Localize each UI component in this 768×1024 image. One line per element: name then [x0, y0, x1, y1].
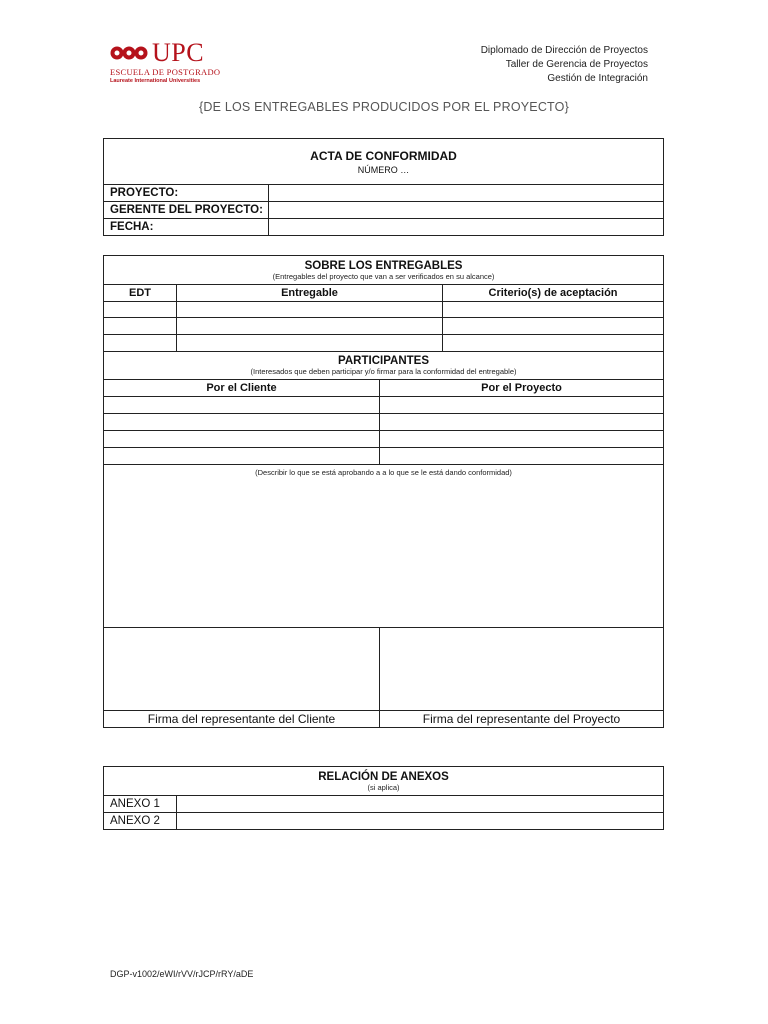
field-label-fecha: FECHA:: [104, 219, 269, 236]
cell-entregable[interactable]: [177, 318, 443, 335]
upc-logo: [110, 40, 220, 86]
firma-cliente-label: Firma del representante del Cliente: [104, 711, 380, 728]
column-header-edt: EDT: [104, 285, 177, 302]
logo-text: UPC: [152, 38, 205, 67]
anexos-table: [103, 766, 664, 830]
entregables-table: [103, 255, 664, 728]
cell-cliente[interactable]: [104, 448, 380, 465]
cell-edt[interactable]: [104, 318, 177, 335]
table-row: [104, 431, 664, 448]
cell-edt[interactable]: [104, 335, 177, 352]
entregables-header-cell: [104, 256, 664, 285]
cell-criterio[interactable]: [443, 335, 664, 352]
header-line: Diplomado de Dirección de Proyectos: [480, 45, 648, 56]
cell-proyecto[interactable]: [380, 397, 664, 414]
field-label-proyecto: PROYECTO:: [104, 185, 269, 202]
acta-number: NÚMERO …: [357, 164, 410, 175]
cell-proyecto[interactable]: [380, 431, 664, 448]
descripcion-note: (Describir lo que se está aprobando a a lo que se le está dando conformidad): [255, 468, 512, 477]
cell-edt[interactable]: [104, 302, 177, 318]
descripcion-cell[interactable]: [104, 465, 664, 628]
acta-table: [103, 138, 664, 236]
firma-proyecto-label: Firma del representante del Proyecto: [380, 711, 664, 728]
anexo-value[interactable]: [177, 796, 664, 813]
anexo-label: ANEXO 1: [104, 796, 177, 813]
header-info: [481, 44, 648, 86]
cell-criterio[interactable]: [443, 302, 664, 318]
field-value-proyecto[interactable]: [269, 185, 664, 202]
header-line: Taller de Gerencia de Proyectos: [505, 59, 648, 70]
logo-tagline: Laureate International Universities: [110, 78, 201, 84]
cell-cliente[interactable]: [104, 397, 380, 414]
participantes-header-cell: [104, 352, 664, 380]
anexo-label: ANEXO 2: [104, 813, 177, 830]
anexo-value[interactable]: [177, 813, 664, 830]
table-row: [104, 414, 664, 431]
field-value-gerente[interactable]: [269, 202, 664, 219]
acta-header-cell: [104, 139, 664, 185]
entregables-title: SOBRE LOS ENTREGABLES: [304, 259, 463, 272]
field-value-fecha[interactable]: [269, 219, 664, 236]
column-header-cliente: Por el Cliente: [104, 380, 380, 397]
column-header-criterio: Criterio(s) de aceptación: [443, 285, 664, 302]
anexos-title: RELACIÓN DE ANEXOS: [318, 770, 449, 783]
cell-entregable[interactable]: [177, 302, 443, 318]
cell-entregable[interactable]: [177, 335, 443, 352]
logo-subtitle: ESCUELA DE POSTGRADO: [110, 67, 221, 77]
table-row: [104, 302, 664, 318]
participantes-note: (Interesados que deben participar y/o firmar para la conformidad del entregable): [250, 367, 517, 376]
entregables-note: (Entregables del proyecto que van a ser verificados en su alcance): [272, 271, 495, 281]
anexos-header-cell: [104, 767, 664, 796]
field-label-gerente: GERENTE DEL PROYECTO:: [104, 202, 269, 219]
table-row: [104, 448, 664, 465]
document-title: {DE LOS ENTREGABLES PRODUCIDOS POR EL PROYECTO}: [199, 100, 569, 114]
cell-criterio[interactable]: [443, 318, 664, 335]
acta-title: ACTA DE CONFORMIDAD: [310, 148, 457, 163]
upc-logo-mark-icon: [110, 42, 148, 64]
header-line: Gestión de Integración: [547, 73, 648, 84]
cell-proyecto[interactable]: [380, 414, 664, 431]
cell-cliente[interactable]: [104, 431, 380, 448]
anexos-note: (si aplica): [367, 782, 400, 792]
column-header-entregable: Entregable: [177, 285, 443, 302]
table-row: [104, 335, 664, 352]
cell-proyecto[interactable]: [380, 448, 664, 465]
cell-cliente[interactable]: [104, 414, 380, 431]
firma-proyecto-area[interactable]: [380, 628, 664, 711]
participantes-title: PARTICIPANTES: [338, 355, 429, 367]
column-header-proyecto: Por el Proyecto: [380, 380, 664, 397]
firma-cliente-area[interactable]: [104, 628, 380, 711]
footer-code: DGP-v1002/eWI/rVV/rJCP/rRY/aDE: [110, 969, 254, 979]
table-row: [104, 318, 664, 335]
table-row: [104, 397, 664, 414]
